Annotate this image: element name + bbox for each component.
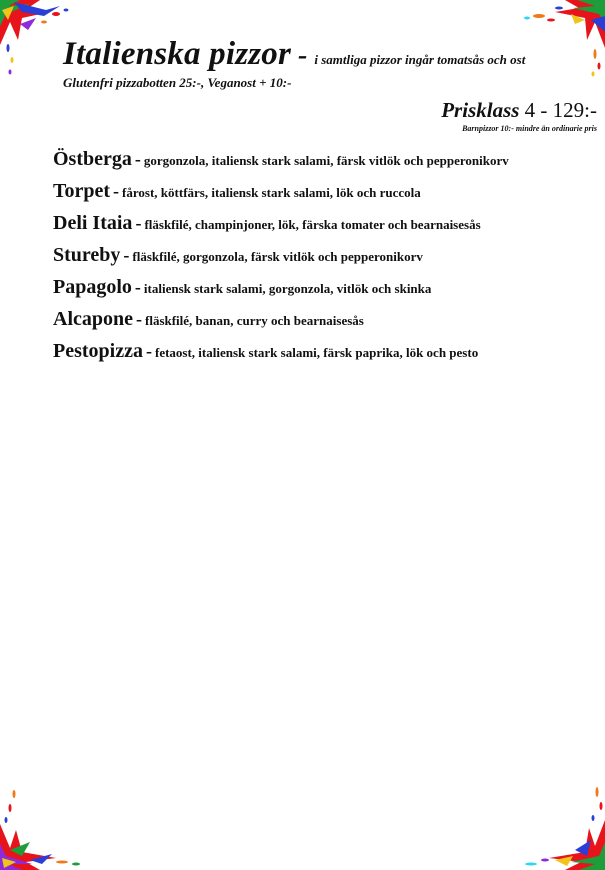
item-separator: - [123, 245, 130, 265]
item-separator: - [136, 309, 142, 329]
pizza-description: fläskfilé, banan, curry och bearnaisesås [145, 313, 364, 328]
pizza-description: fetaost, italiensk stark salami, färsk paprika, lök och pesto [154, 345, 479, 360]
pizza-name: Pestopizza [53, 340, 143, 362]
page-title: Italienska pizzor [63, 36, 292, 72]
item-separator: - [134, 277, 141, 297]
paint-splash-icon-bottom-right [515, 780, 605, 870]
pizza-name: Stureby [53, 244, 121, 266]
pizza-name: Torpet [53, 180, 111, 202]
pizza-name: Östberga [53, 148, 132, 170]
list-item [53, 241, 593, 273]
pizza-description: gorgonzola, italiensk stark salami, färsk vitlök och pepperonikorv [143, 153, 509, 168]
list-item [53, 305, 593, 337]
price-class-label: Prisklass [441, 98, 520, 122]
pizza-name: Papagolo [53, 276, 132, 298]
menu-header [63, 36, 583, 91]
price-note: Barnpizzor 10:- mindre än ordinarie pris [462, 124, 597, 133]
pizza-list [53, 145, 593, 369]
title-line [63, 36, 583, 73]
list-item [53, 337, 593, 369]
price-class [441, 98, 597, 133]
title-note: i samtliga pizzor ingår tomatsås och ost [314, 52, 526, 67]
item-separator: - [134, 149, 141, 169]
title-separator: - [298, 40, 308, 71]
list-item [53, 145, 593, 177]
item-separator: - [113, 181, 120, 201]
list-item [53, 209, 593, 241]
pizza-description: fläskfilé, gorgonzola, färsk vitlök och pepperonikorv [132, 249, 423, 264]
pizza-name: Deli Itaia [53, 212, 133, 234]
pizza-description: italiensk stark salami, gorgonzola, vitlök och skinka [143, 281, 432, 296]
subtitle: Glutenfri pizzabotten 25:-, Veganost + 10:- [63, 75, 292, 90]
price-class-value: 4 - 129:- [524, 98, 597, 122]
list-item [53, 273, 593, 305]
list-item [53, 177, 593, 209]
pizza-description: fårost, köttfärs, italiensk stark salami, lök och ruccola [122, 185, 421, 200]
item-separator: - [135, 213, 142, 233]
pizza-description: fläskfilé, champinjoner, lök, färska tomater och bearnaisesås [144, 217, 481, 232]
item-separator: - [145, 341, 152, 361]
pizza-name: Alcapone [53, 308, 133, 330]
paint-splash-icon-bottom-left [0, 780, 90, 870]
